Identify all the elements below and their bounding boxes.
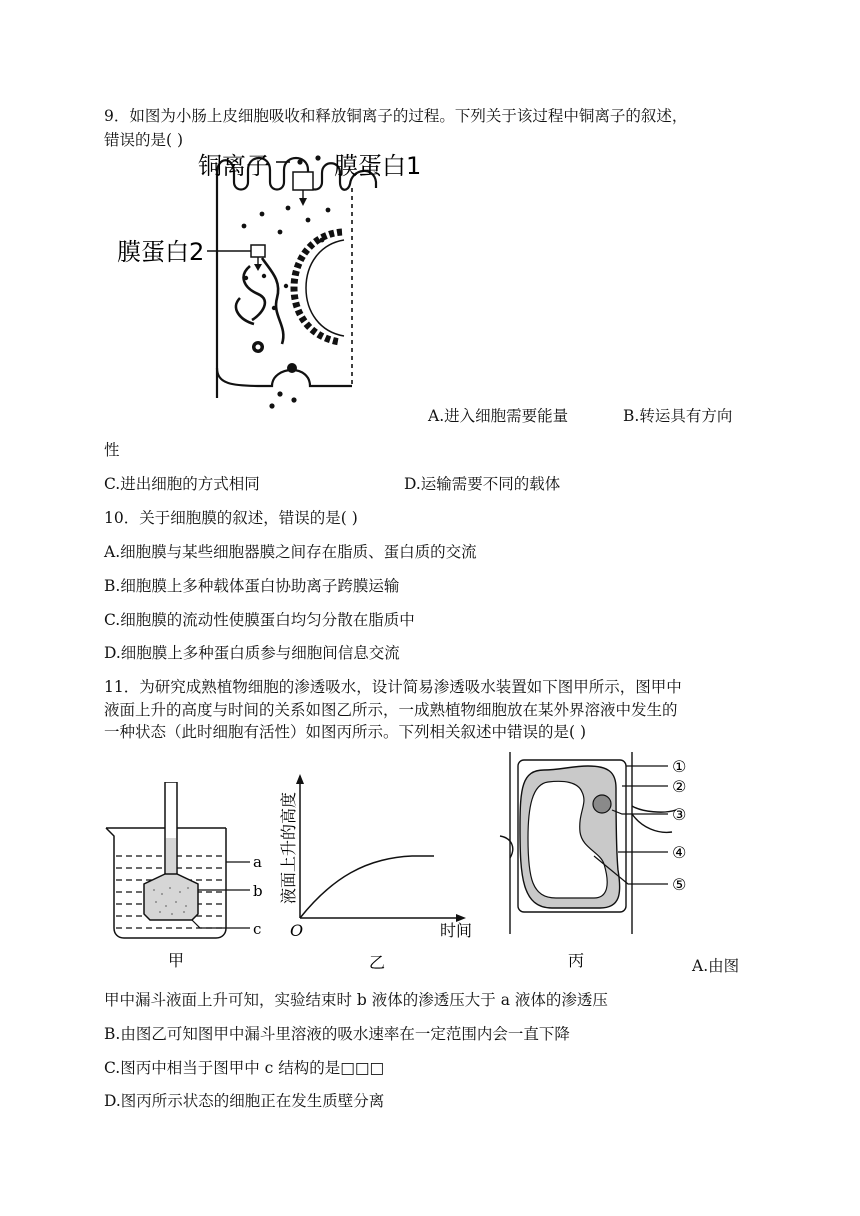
q11-stem-line1: 11．为研究成熟植物细胞的渗透吸水，设计简易渗透吸水装置如下图甲所示，图甲中 bbox=[104, 678, 682, 696]
caption-yi: 乙 bbox=[369, 953, 386, 972]
label-5: ⑤ bbox=[672, 875, 687, 894]
label-b: b bbox=[253, 882, 263, 900]
height-curve bbox=[300, 856, 434, 918]
q9-stem-line2: 错误的是( ) bbox=[104, 131, 184, 149]
q10-option-d: D.细胞膜上多种蛋白质参与细胞间信息交流 bbox=[104, 644, 400, 662]
q9-option-a: A.进入细胞需要能量 bbox=[428, 407, 569, 425]
q11-stem-line2: 液面上升的高度与时间的关系如图乙所示，一成熟植物细胞放在某外界溶液中发生的 bbox=[104, 701, 678, 719]
q10-option-a: A.细胞膜与某些细胞器膜之间存在脂质、蛋白质的交流 bbox=[104, 543, 477, 561]
figure-jia-osmosis-apparatus bbox=[104, 782, 274, 972]
label-membrane-protein-1: 膜蛋白1 bbox=[334, 152, 422, 180]
q9-cell-figure bbox=[112, 148, 432, 416]
q11-option-d: D.图丙所示状态的细胞正在发生质壁分离 bbox=[104, 1092, 385, 1110]
y-axis-label: 液面上升的高度 bbox=[279, 791, 298, 904]
caption-jia: 甲 bbox=[168, 951, 185, 970]
q11-option-b: B.由图乙可知图甲中漏斗里溶液的吸水速率在一定范围内会一直下降 bbox=[104, 1025, 570, 1043]
figure-yi-curve bbox=[276, 766, 486, 972]
label-4: ④ bbox=[672, 843, 687, 862]
q9-option-b-part1: B.转运具有方向 bbox=[623, 407, 733, 425]
label-a: a bbox=[253, 853, 262, 871]
x-axis-label: 时间 bbox=[440, 921, 473, 940]
figure-bing-plant-cell bbox=[496, 748, 702, 974]
label-2: ② bbox=[672, 777, 687, 796]
q10-stem: 10．关于细胞膜的叙述，错误的是( ) bbox=[104, 509, 358, 527]
label-c: c bbox=[253, 920, 262, 938]
q11-stem-line3: 一种状态（此时细胞有活性）如图丙所示。下列相关叙述中错误的是( ) bbox=[104, 723, 587, 741]
q9-option-b-part2: 性 bbox=[104, 441, 120, 459]
label-3: ③ bbox=[672, 805, 687, 824]
q10-option-c: C.细胞膜的流动性使膜蛋白均匀分散在脂质中 bbox=[104, 611, 415, 629]
q11-option-a-part2: 甲中漏斗液面上升可知，实验结束时 b 液体的渗透压大于 a 液体的渗透压 bbox=[104, 991, 608, 1009]
origin-label: O bbox=[290, 921, 304, 940]
caption-bing: 丙 bbox=[568, 951, 585, 970]
label-copper-ion: 铜离子 bbox=[198, 152, 270, 180]
q11-option-a-part1: A.由图 bbox=[692, 957, 740, 975]
q9-option-c: C.进出细胞的方式相同 bbox=[104, 475, 260, 493]
q9-stem-line1: 9．如图为小肠上皮细胞吸收和释放铜离子的过程。下列关于该过程中铜离子的叙述， bbox=[104, 107, 688, 125]
q11-option-c: C.图丙中相当于图甲中 c 结构的是□□□ bbox=[104, 1059, 385, 1077]
q9-option-d: D.运输需要不同的载体 bbox=[404, 475, 561, 493]
q10-option-b: B.细胞膜上多种载体蛋白协助离子跨膜运输 bbox=[104, 577, 400, 595]
label-membrane-protein-2: 膜蛋白2 bbox=[117, 238, 205, 266]
label-1: ① bbox=[672, 757, 687, 776]
